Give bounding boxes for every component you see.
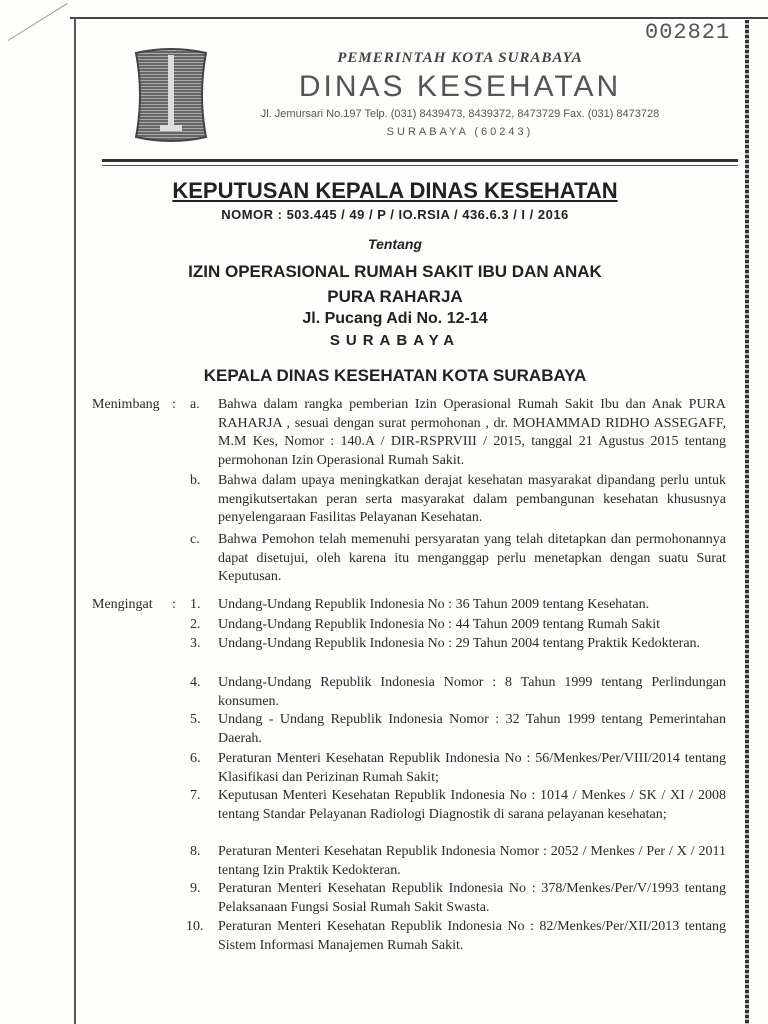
decree-subject: IZIN OPERASIONAL RUMAH SAKIT IBU DAN ANAK xyxy=(188,262,602,281)
list-item: Peraturan Menteri Kesehatan Republik Indonesia Nomor : 2052 / Menkes / Per / X / 2011 tentang Izin Praktik Kedokteran. xyxy=(218,844,726,878)
serial-number: 002821 xyxy=(645,20,731,45)
mengingat-colon: : xyxy=(172,597,176,612)
list-item-marker: 2. xyxy=(190,617,201,632)
list-item-marker: a. xyxy=(190,397,200,412)
list-item-marker: 10. xyxy=(186,919,204,934)
decree-subject-city: SURABAYA xyxy=(329,332,461,349)
letterhead-rule-thin xyxy=(102,165,738,166)
decree-title: KEPUTUSAN KEPALA DINAS KESEHATAN xyxy=(172,178,618,203)
mengingat-label: Mengingat xyxy=(92,597,153,612)
government-name: PEMERINTAH KOTA SURABAYA xyxy=(337,50,583,66)
fold-mark xyxy=(8,3,68,41)
list-item: Bahwa dalam upaya meningkatkan derajat kesehatan masyarakat dipandang perlu untuk mengikutsertakan peran serta masyarakat dalam pembangunan kesehatan khususnya penyelengaraan Fasilitas Pelayanan Kesehatan. xyxy=(218,473,726,525)
list-item-marker: 3. xyxy=(190,636,201,651)
list-item: Peraturan Menteri Kesehatan Republik Indonesia No : 378/Menkes/Per/V/1993 tentang Pelaksanaan Fungsi Sosial Rumah Sakit Swasta. xyxy=(218,881,726,915)
list-item: Undang-Undang Republik Indonesia Nomor : 8 Tahun 1999 tentang Perlindungan konsumen. xyxy=(218,675,726,709)
list-item: Peraturan Menteri Kesehatan Republik Indonesia No : 82/Menkes/Per/XII/2013 tentang Sistem Informasi Manajemen Rumah Sakit. xyxy=(218,919,726,953)
list-item: Undang-Undang Republik Indonesia No : 36 Tahun 2009 tentang Kesehatan. xyxy=(218,597,650,612)
decree-subject-address: Jl. Pucang Adi No. 12-14 xyxy=(302,310,488,327)
list-item-marker: 9. xyxy=(190,881,201,896)
list-item-marker: 1. xyxy=(190,597,201,612)
agency-city: SURABAYA (60243) xyxy=(386,126,534,138)
decree-about: Tentang xyxy=(368,236,422,252)
list-item-marker: 8. xyxy=(190,844,201,859)
scan-border-left xyxy=(74,17,76,1024)
scan-border-top xyxy=(70,17,768,19)
list-item: Keputusan Menteri Kesehatan Republik Indonesia No : 1014 / Menkes / SK / XI / 2008 tentang Standar Pelayanan Radiologi Diagnostik di sarana pelayanan kesehatan; xyxy=(218,788,726,822)
list-item-marker: 5. xyxy=(190,712,201,727)
scan-border-right xyxy=(745,20,749,1024)
list-item: Undang-Undang Republik Indonesia No : 29 Tahun 2004 tentang Praktik Kedokteran. xyxy=(218,636,701,651)
menimbang-colon: : xyxy=(172,397,176,412)
menimbang-label: Menimbang xyxy=(92,397,160,412)
list-item: Peraturan Menteri Kesehatan Republik Indonesia No : 56/Menkes/Per/VIII/2014 tentang Klasifikasi dan Perizinan Rumah Sakit; xyxy=(218,751,726,785)
list-item: Bahwa dalam rangka pemberian Izin Operasional Rumah Sakit Ibu dan Anak PURA RAHARJA , sesuai dengan surat permohonan , dr. MOHAMMAD RIDHO ASSEGAFF, M.M Kes, Nomor : 140.A / DIR-RSPRVIII / 2015, tanggal 21 Agustus 2015 tentang permohonan Izin Operasional Rumah Sakit. xyxy=(218,397,726,468)
agency-address: Jl. Jemursari No.197 Telp. (031) 8439473, 8439372, 8473729 Fax. (031) 8473728 xyxy=(260,108,660,120)
decree-number: NOMOR : 503.445 / 49 / P / IO.RSIA / 436.6.3 / I / 2016 xyxy=(221,207,569,222)
list-item-marker: b. xyxy=(190,473,201,488)
list-item: Undang-Undang Republik Indonesia No : 44 Tahun 2009 tentang Rumah Sakit xyxy=(218,617,661,632)
list-item-marker: 4. xyxy=(190,675,201,690)
letterhead-rule xyxy=(102,159,738,162)
agency-name: DINAS KESEHATAN xyxy=(298,70,622,103)
list-item-marker: 7. xyxy=(190,788,201,803)
list-item-marker: c. xyxy=(190,532,200,547)
list-item-marker: 6. xyxy=(190,751,201,766)
list-item: Bahwa Pemohon telah memenuhi persyaratan yang telah ditetapkan dan permohonannya dapat disetujui, oleh karena itu menganggap perlu menetapkan dengan suatu Surat Keputusan. xyxy=(218,532,726,584)
decree-issuer: KEPALA DINAS KESEHATAN KOTA SURABAYA xyxy=(203,366,587,385)
decree-subject-name: PURA RAHARJA xyxy=(327,287,463,306)
list-item: Undang - Undang Republik Indonesia Nomor : 32 Tahun 1999 tentang Pemerintahan Daerah. xyxy=(218,712,726,746)
